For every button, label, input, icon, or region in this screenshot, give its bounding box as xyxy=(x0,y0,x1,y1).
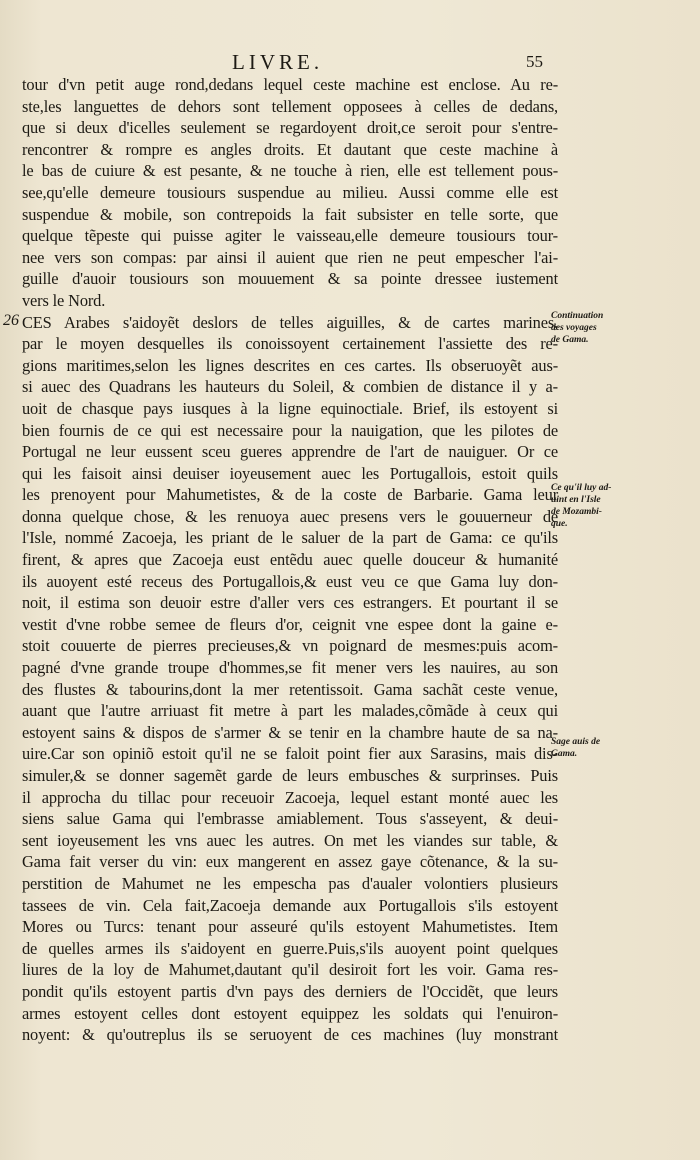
text-line: suspendue & mobile, son contrepoids la fait subsister en telle sorte, que xyxy=(22,204,558,224)
text-line: Mores ou Turcs: tenant pour asseuré qu'ils estoyent Mahumetistes. Item xyxy=(22,917,558,937)
text-line: que si deux d'icelles seulement se regardoyent droit,ce seroit pour s'entre- xyxy=(22,118,558,138)
text-line: Portugal ne leur eussent sceu gueres apprendre de l'art de nauiguer. Or ce xyxy=(22,442,558,462)
text-line: uoit de chasque pays iusques à la ligne equinoctiale. Brief, ils estoyent si xyxy=(22,398,558,418)
text-line: guille d'auoir tousiours son mouuement & sa pointe dressee iustement xyxy=(22,269,558,289)
text-line: bien fournis de ce qui est necessaire pour la nauigation, que les pilotes de xyxy=(22,420,558,440)
text-line: uire.Car son opiniõ estoit qu'il ne se faloit point fier aux Sarasins, mais dis- xyxy=(22,744,558,764)
text-line: auant que l'autre arriuast fit metre à part les malades,cõmãde à ceux qui xyxy=(22,701,558,721)
body-text xyxy=(22,74,558,1046)
text-line: de quelles armes ils s'aidoyent en guerre.Puis,s'ils auoyent point quelques xyxy=(22,938,558,958)
text-line: par le moyen desquelles ils conoissoyent certainement l'assiette des re- xyxy=(22,334,558,354)
text-line: Gama fait verser du vin: eux mangerent en assez gaye cõtenance, & la su- xyxy=(22,852,558,872)
text-line: ils auoyent esté receus des Portugallois,& eust veu ce que Gama luy don- xyxy=(22,571,558,591)
text-line: l'Isle, nommé Zacoeja, les priant de le saluer de la part de Gama: ce qu'ils xyxy=(22,528,558,548)
text-line: tour d'vn petit auge rond,dedans lequel ceste machine est enclose. Au re- xyxy=(22,75,558,94)
text-line: armes estoyent celles dont estoyent equippez les soldats qui l'enuiron- xyxy=(22,1003,558,1023)
text-line: pagné d'vne grande troupe d'hommes,se fit mener vers les nauires, au son xyxy=(22,658,558,678)
text-line: le bas de cuiure & est pesante, & ne touche à rien, elle est tellement pous- xyxy=(22,161,558,181)
text-line: il approcha du tillac pour receuoir Zacoeja, lequel estant monté auec les xyxy=(22,787,558,807)
text-line: les prenoyent pour Mahumetistes, & de la coste de Barbarie. Gama leur xyxy=(22,485,558,505)
text-line: quelque tẽpeste qui puisse agiter le vaisseau,elle demeure tousiours tour- xyxy=(22,226,558,246)
running-head xyxy=(0,50,700,76)
side-note-sage-auis: Sage auis de Gama. xyxy=(551,737,601,759)
text-line: siens salue Gama qui l'embrasse amiablement. Tous s'asseyent, & deui- xyxy=(22,809,558,829)
text-line: sent ioyeusement les vns auec les autres. On met les viandes sur table, & xyxy=(22,830,558,850)
text-line: qui les faisoit ainsi deuiser ioyeusement auec les Portugallois, estoit quils xyxy=(22,463,558,483)
text-line: nee vers son compas: par ainsi il auient que rien ne peut empescher l'ai- xyxy=(22,247,558,267)
page-number: 55 xyxy=(526,52,543,71)
text-line: donna quelque chose, & les renuoya auec presens vers le gouuerneur de xyxy=(22,506,558,526)
running-head-title: LIVRE. xyxy=(232,50,324,74)
text-line: tassees de vin. Cela fait,Zacoeja demande aux Portugallois s'ils estoyent xyxy=(22,895,558,915)
text-line: des flustes & tabourins,dont la mer retentissoit. Gama sachãt ceste venue, xyxy=(22,679,558,699)
text-line: noit, il estima son deuoir estre d'aller vers ces estrangers. Et pourtant il se xyxy=(22,593,558,613)
text-line: stoit couuerte de pierres precieuses,& vn poignard de mesmes:puis acom- xyxy=(22,636,558,656)
text-line: si auec des Quadrans les hauteurs du Soleil, & combien de distance il y a- xyxy=(22,377,558,397)
text-line: ste,les languettes de dehors sont tellement opposees à celles de dedans, xyxy=(22,96,558,116)
side-note-continuation: Continuation des voyages de Gama. xyxy=(551,311,604,345)
text-line: CES Arabes s'aidoyẽt deslors de telles aiguilles, & de cartes marines, xyxy=(22,312,558,332)
text-line: perstition de Mahumet ne les empescha pas d'aualer volontiers plusieurs xyxy=(22,873,558,893)
text-line: vers le Nord. xyxy=(22,290,106,310)
text-line: gions maritimes,selon les lignes descrites en ces cartes. Ils obseruoyẽt aus- xyxy=(22,355,558,375)
text-line: vestit d'vne robbe semee de fleurs d'or, ceignit vne espee dont la gaine e- xyxy=(22,614,558,634)
text-line: firent, & apres que Zacoeja eust entẽdu auec quelle douceur & humanité xyxy=(22,550,558,570)
text-line: pondit qu'ils estoyent partis d'vn pays des derniers de l'Occidẽt, que leurs xyxy=(22,981,558,1001)
text-line: see,qu'elle demeure tousiours suspendue au milieu. Aussi comme elle est xyxy=(22,182,558,202)
side-note-mozambique: Ce qu'il luy ad- uint en l'Isle de Mozambi- que. xyxy=(551,483,612,529)
margin-number: 26 xyxy=(3,312,19,329)
text-line: noyent: & qu'outreplus ils se seruoyent de ces machines (luy monstrant xyxy=(22,1025,558,1045)
text-line: simuler,& se donner sagemẽt garde de leurs embusches & surprinses. Puis xyxy=(22,766,558,785)
text-line: rencontrer & rompre es angles droits. Et dautant que ceste machine à xyxy=(22,139,558,159)
text-line: liures de la loy de Mahumet,dautant qu'il desiroit fort les voir. Gama res- xyxy=(22,960,558,980)
text-line: estoyent sains & dispos de s'armer & se tenir en la chambre haute de sa na- xyxy=(22,722,558,742)
